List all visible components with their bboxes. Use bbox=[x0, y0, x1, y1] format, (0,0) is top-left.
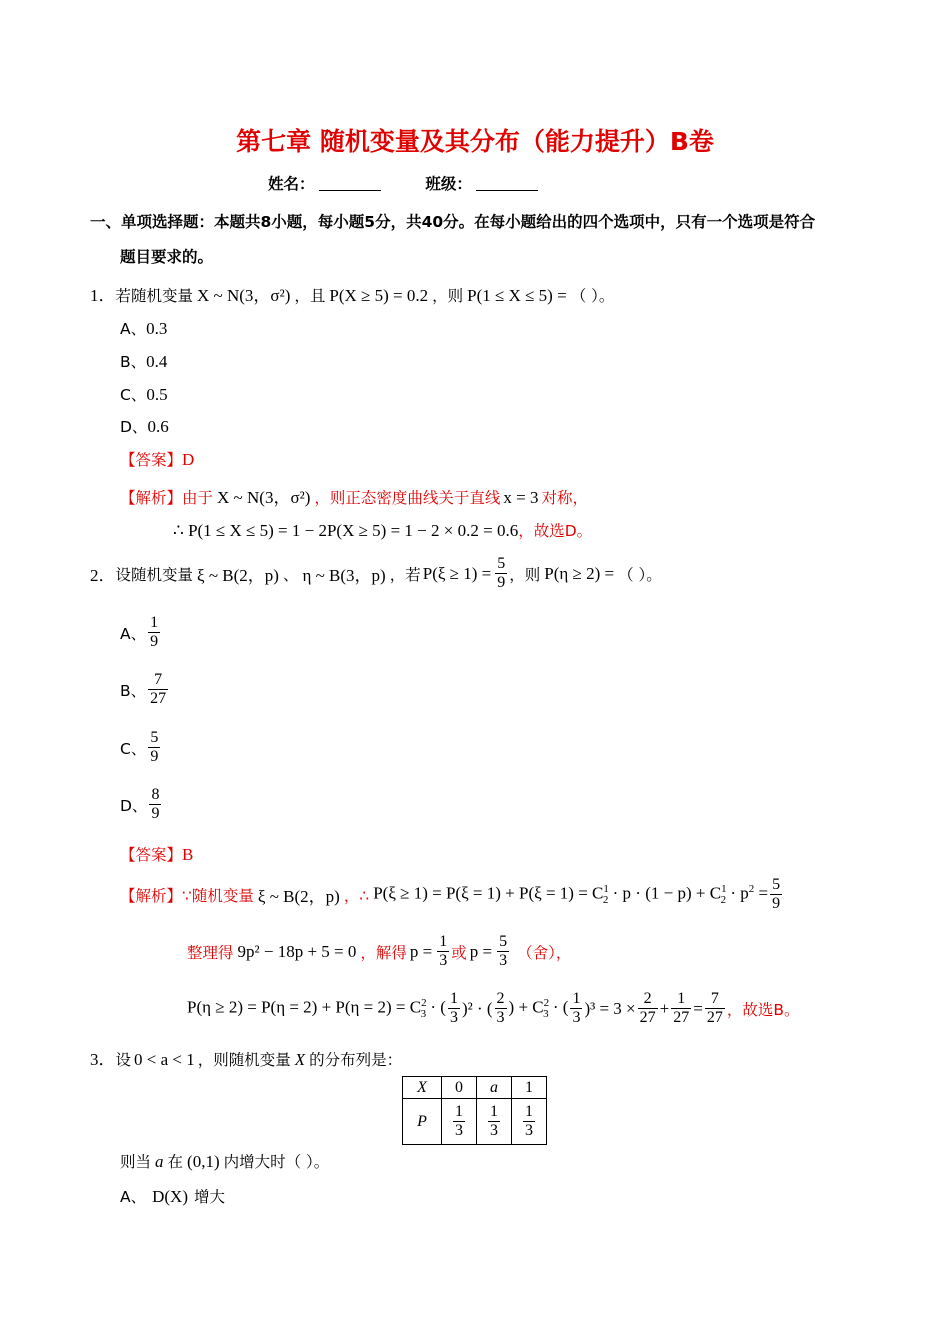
fraction-denominator: 9 bbox=[151, 805, 160, 822]
class-label: 班级： bbox=[425, 175, 472, 193]
fraction-numerator: 1 bbox=[449, 990, 458, 1007]
fraction-numerator: 1 bbox=[490, 1103, 498, 1120]
analysis-math: )³ = 3 × bbox=[584, 998, 636, 1018]
fraction-denominator: 9 bbox=[150, 633, 159, 650]
option-text: 增大 bbox=[194, 1188, 226, 1206]
analysis-math: x = 3 bbox=[503, 488, 539, 507]
q2-option-c[interactable] bbox=[120, 729, 162, 766]
q2-option-a[interactable] bbox=[120, 614, 162, 651]
page-title: 第七章 随机变量及其分布（能力提升）B卷 bbox=[236, 127, 714, 156]
option-math: D(X) bbox=[152, 1187, 188, 1206]
analysis-math: 9p² − 18p + 5 = 0 bbox=[237, 941, 357, 961]
fraction bbox=[770, 876, 782, 913]
fraction-numerator: 1 bbox=[439, 933, 448, 950]
subscript: 2 bbox=[602, 894, 609, 907]
superscript: 2 bbox=[748, 882, 755, 895]
analysis-tag: 【解析】 bbox=[120, 489, 183, 507]
option-label: B、 bbox=[120, 681, 147, 700]
table-cell: P bbox=[403, 1099, 442, 1145]
fraction-denominator: 27 bbox=[673, 1009, 690, 1026]
q1-option-b[interactable] bbox=[120, 350, 167, 372]
fraction-denominator: 3 bbox=[499, 952, 508, 969]
fraction bbox=[638, 990, 658, 1027]
analysis-text: （舍）， bbox=[517, 943, 572, 962]
section-heading-line2: 题目要求的。 bbox=[120, 248, 214, 266]
analysis-math: p = bbox=[409, 941, 433, 961]
subscript: 2 bbox=[720, 894, 727, 907]
distribution-table bbox=[402, 1076, 547, 1145]
analysis-text: 或 bbox=[451, 943, 467, 962]
math-part: · ( bbox=[430, 997, 446, 1017]
q1-analysis-line2 bbox=[173, 519, 592, 541]
fraction-numerator: 1 bbox=[150, 614, 159, 631]
fraction-denominator: 3 bbox=[455, 1122, 463, 1139]
subscript: 3 bbox=[420, 1008, 427, 1021]
fraction-numerator: 5 bbox=[150, 729, 159, 746]
fraction-denominator: 9 bbox=[772, 895, 781, 912]
analysis-text: ∵随机变量 bbox=[182, 886, 254, 905]
analysis-math: + bbox=[659, 998, 670, 1018]
fraction-denominator: 3 bbox=[572, 1009, 581, 1026]
q2-analysis-line2 bbox=[187, 933, 571, 970]
q3-option-a[interactable] bbox=[120, 1185, 225, 1207]
option-label: B、 bbox=[120, 353, 147, 371]
q2-option-b[interactable] bbox=[120, 671, 170, 708]
math-part: P(ξ ≥ 1) = P(ξ = 1) + P(ξ = 1) = C bbox=[373, 883, 604, 903]
math-part: P(η ≥ 2) = P(η = 2) + P(η = 2) = C bbox=[187, 997, 422, 1017]
q2-math: P(ξ ≥ 1) = bbox=[422, 563, 492, 583]
analysis-math: X ~ N(3，σ²) bbox=[217, 488, 311, 507]
analysis-text: ，则正态密度曲线关于直线 bbox=[314, 489, 501, 507]
name-label: 姓名： bbox=[268, 175, 315, 193]
fraction bbox=[149, 786, 161, 823]
option-label: D、 bbox=[120, 418, 148, 436]
student-info bbox=[268, 172, 538, 194]
fraction bbox=[488, 1103, 500, 1140]
math-part: · p bbox=[730, 883, 749, 903]
table-header-cell: X bbox=[403, 1077, 442, 1099]
q1-text: ，则 bbox=[432, 287, 464, 305]
table-header-cell: a bbox=[477, 1077, 512, 1099]
q1-math-ask: P(1 ≤ X ≤ 5) = bbox=[467, 286, 567, 305]
option-value: 0.3 bbox=[146, 319, 168, 338]
fraction bbox=[148, 729, 160, 766]
math-part: = bbox=[758, 883, 769, 903]
section-heading-line1: 一、单项选择题：本题共8小题，每小题5分，共40分。在每小题给出的四个选项中，只有一个选项是符合 bbox=[90, 213, 816, 231]
q1-option-a[interactable] bbox=[120, 317, 167, 339]
option-label: A、 bbox=[120, 320, 147, 338]
q3-text: 设 bbox=[115, 1051, 132, 1069]
analysis-text: ，解得 bbox=[360, 943, 407, 962]
fraction-numerator: 1 bbox=[455, 1103, 463, 1120]
q2-analysis-line1 bbox=[120, 876, 784, 913]
fraction bbox=[570, 990, 582, 1027]
fraction-numerator: 8 bbox=[151, 786, 160, 803]
q1-text: ，且 bbox=[294, 287, 326, 305]
q2-text: ，若 bbox=[389, 565, 421, 584]
q2-analysis-line3 bbox=[187, 990, 799, 1027]
q1-math-given: P(X ≥ 5) = 0.2 bbox=[329, 286, 429, 305]
q2-option-d[interactable] bbox=[120, 786, 163, 823]
fraction-denominator: 3 bbox=[496, 1009, 505, 1026]
analysis-math bbox=[187, 997, 446, 1020]
analysis-math: p = bbox=[469, 941, 493, 961]
superscript: 2 bbox=[543, 996, 550, 1009]
fraction-denominator: 3 bbox=[439, 952, 448, 969]
question-2 bbox=[90, 555, 662, 592]
math-part: · p · (1 − p) + C bbox=[612, 883, 722, 903]
question-number: 3． bbox=[90, 1050, 116, 1069]
table-row bbox=[403, 1077, 547, 1099]
question-number: 1． bbox=[90, 286, 116, 305]
fraction-denominator: 3 bbox=[449, 1009, 458, 1026]
fraction-numerator: 1 bbox=[677, 990, 686, 1007]
fraction-numerator: 5 bbox=[497, 555, 506, 572]
answer-value: D bbox=[182, 450, 195, 469]
table-header-cell: 1 bbox=[512, 1077, 547, 1099]
analysis-text: 对称， bbox=[541, 489, 588, 507]
option-value: 0.6 bbox=[147, 417, 169, 436]
q3-text: ，则随机变量 bbox=[197, 1051, 291, 1069]
q3-text: 内增大时（ ）。 bbox=[223, 1153, 330, 1171]
option-value: 0.5 bbox=[146, 385, 168, 404]
question-number: 2． bbox=[90, 566, 116, 585]
fraction-numerator: 1 bbox=[572, 990, 581, 1007]
answer-tag: 【答案】 bbox=[120, 451, 183, 469]
fraction bbox=[148, 671, 168, 708]
analysis-math: )² · ( bbox=[461, 998, 493, 1018]
q3-text: 则当 bbox=[120, 1153, 152, 1171]
fraction bbox=[437, 933, 449, 970]
subscript: 3 bbox=[543, 1008, 549, 1021]
answer-value: B bbox=[182, 845, 194, 864]
fraction-numerator: 2 bbox=[643, 990, 652, 1007]
q1-math-dist: X ~ N(3，σ²) bbox=[197, 286, 291, 305]
q2-math: ξ ~ B(2，p) bbox=[197, 566, 279, 585]
fraction-denominator: 9 bbox=[497, 574, 506, 591]
q3-math: X bbox=[294, 1050, 306, 1069]
name-blank[interactable] bbox=[319, 176, 381, 191]
q2-text: 、 bbox=[282, 565, 299, 584]
superscript: 1 bbox=[603, 882, 609, 895]
option-label: A、 bbox=[120, 624, 147, 643]
fraction bbox=[453, 1103, 465, 1140]
table-cell bbox=[512, 1099, 547, 1145]
table-row bbox=[403, 1099, 547, 1145]
option-label: D、 bbox=[120, 796, 148, 815]
superscript: 2 bbox=[421, 996, 427, 1009]
question-3 bbox=[90, 1045, 402, 1070]
answer-tag: 【答案】 bbox=[120, 846, 183, 864]
q3-math: (0,1) bbox=[187, 1152, 220, 1171]
fraction-denominator: 27 bbox=[150, 690, 167, 707]
analysis-math: ∴ P(1 ≤ X ≤ 5) = 1 − 2P(X ≥ 5) = 1 − 2 × 0.2 = 0.6 bbox=[173, 521, 519, 540]
table-cell bbox=[477, 1099, 512, 1145]
fraction-denominator: 3 bbox=[490, 1122, 498, 1139]
analysis-text: ，∴ bbox=[343, 886, 370, 905]
q1-option-c[interactable] bbox=[120, 383, 168, 405]
fraction-numerator: 7 bbox=[710, 990, 719, 1007]
q3-text: 的分布列是： bbox=[309, 1051, 403, 1069]
math-part: · ( bbox=[552, 997, 569, 1017]
fraction bbox=[495, 555, 507, 592]
q2-text: ，则 bbox=[509, 565, 541, 584]
table-cell bbox=[442, 1099, 477, 1145]
fraction bbox=[523, 1103, 535, 1140]
fraction-denominator: 9 bbox=[150, 748, 159, 765]
q3-math: a bbox=[155, 1152, 164, 1171]
q2-answer bbox=[120, 843, 193, 865]
analysis-text: ，故选D。 bbox=[518, 522, 593, 540]
q2-text: （ ）。 bbox=[618, 565, 662, 584]
q1-option-d[interactable] bbox=[120, 415, 169, 437]
analysis-math bbox=[373, 883, 768, 906]
q1-answer bbox=[120, 448, 194, 470]
q1-text: （ ）。 bbox=[570, 287, 615, 305]
q3-math: 0 < a < 1 bbox=[134, 1050, 195, 1069]
q1-text: 若随机变量 bbox=[115, 287, 194, 305]
class-blank[interactable] bbox=[476, 176, 538, 191]
fraction bbox=[497, 933, 509, 970]
option-label: C、 bbox=[120, 386, 147, 404]
option-label: C、 bbox=[120, 739, 147, 758]
fraction-denominator: 3 bbox=[525, 1122, 533, 1139]
q1-analysis-line1 bbox=[120, 483, 588, 508]
math-part: ) + C bbox=[508, 997, 544, 1017]
fraction-numerator: 5 bbox=[772, 876, 781, 893]
analysis-text: 整理得 bbox=[187, 943, 234, 962]
analysis-math: ξ ~ B(2，p) bbox=[257, 887, 340, 906]
analysis-text: 由于 bbox=[182, 489, 214, 507]
q3-text: 在 bbox=[167, 1153, 184, 1171]
analysis-math: = bbox=[693, 998, 703, 1018]
fraction-numerator: 1 bbox=[525, 1103, 533, 1120]
q2-text: 设随机变量 bbox=[115, 565, 194, 584]
fraction-numerator: 5 bbox=[499, 933, 508, 950]
analysis-tag: 【解析】 bbox=[120, 886, 183, 905]
fraction bbox=[705, 990, 725, 1027]
q2-math: η ~ B(3，p) bbox=[302, 566, 386, 585]
fraction-denominator: 27 bbox=[706, 1009, 723, 1026]
fraction-numerator: 2 bbox=[496, 990, 505, 1007]
table-header-cell: 0 bbox=[442, 1077, 477, 1099]
q2-math: P(η ≥ 2) = bbox=[544, 563, 615, 583]
option-label: A、 bbox=[120, 1188, 147, 1206]
fraction bbox=[148, 614, 160, 651]
analysis-text: ，故选B。 bbox=[726, 1000, 800, 1019]
fraction bbox=[671, 990, 691, 1027]
fraction bbox=[448, 990, 460, 1027]
superscript: 1 bbox=[721, 882, 727, 895]
fraction-numerator: 7 bbox=[154, 671, 163, 688]
fraction-denominator: 27 bbox=[639, 1009, 656, 1026]
q3-followup bbox=[120, 1150, 329, 1172]
question-1 bbox=[90, 281, 614, 306]
fraction bbox=[495, 990, 507, 1027]
analysis-math bbox=[509, 997, 569, 1020]
option-value: 0.4 bbox=[146, 352, 168, 371]
